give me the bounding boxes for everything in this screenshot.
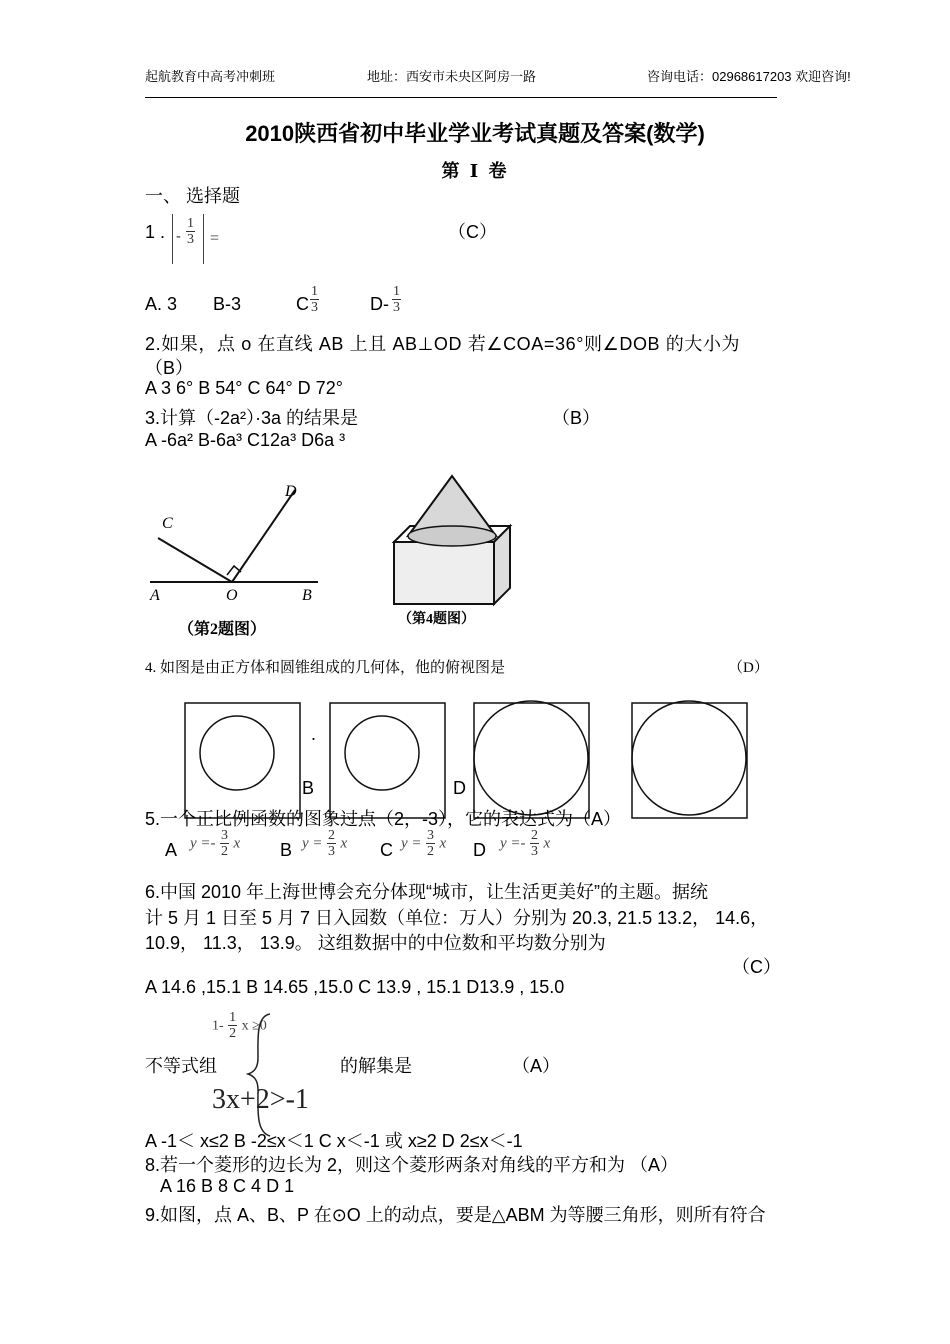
q5-option-d-label: D xyxy=(473,840,486,860)
q7-ineq1-prefix: 1- xyxy=(212,1018,224,1034)
q5-b-x: x xyxy=(340,835,348,852)
q7-ineq1-num: 1 xyxy=(229,1010,237,1025)
q5-option-b xyxy=(302,828,347,859)
q8-options: A 16 B 8 C 4 D 1 xyxy=(160,1176,295,1196)
q5-b-prefix: y = xyxy=(302,835,323,852)
q5-c-den: 2 xyxy=(426,844,434,859)
q1-fraction xyxy=(186,216,195,247)
q7-brace xyxy=(241,1010,274,1140)
q2-text: 2.如果，点 o 在直线 AB 上且 AB⊥OD 若∠COA=36°则∠DOB 的大小为 xyxy=(145,334,741,354)
q7-ineq1-den: 2 xyxy=(229,1026,237,1041)
q5-b-den: 3 xyxy=(327,844,335,859)
view-a-square xyxy=(185,703,300,818)
q7-inequality-2: 3x+2>-1 xyxy=(212,1084,309,1115)
q5-option-b-label: B xyxy=(280,840,293,860)
q1-option-d: D- xyxy=(370,294,389,314)
q4-label-b: B xyxy=(302,778,315,798)
q1-answer: （C） xyxy=(448,222,497,242)
q1-c-den: 3 xyxy=(311,300,318,315)
q4-label-d: D xyxy=(453,778,466,798)
q5-option-a-label: A xyxy=(165,840,178,860)
view-c-square xyxy=(474,703,589,818)
q6-line-3: 10.9， 11.3， 13.9。 这组数据中的中位数和平均数分别为 xyxy=(145,933,606,953)
view-d-circle xyxy=(632,701,746,815)
view-b-square xyxy=(330,703,445,818)
q5-option-a xyxy=(190,828,240,859)
q7-label: 不等式组 xyxy=(145,1056,217,1076)
header-phone: 咨询电话：02968617203 欢迎咨询! xyxy=(647,69,851,84)
view-a-circle xyxy=(200,716,274,790)
q2-options: A 3 6° B 54° C 64° D 72° xyxy=(145,378,343,398)
q1-number: 1 . xyxy=(145,222,166,242)
q7-ineq1-post: x ≥0 xyxy=(241,1018,267,1034)
q5-option-d xyxy=(500,828,550,859)
q4-views xyxy=(183,700,753,820)
q5-b-num: 2 xyxy=(327,828,335,843)
fig2-label-c: C xyxy=(162,515,173,532)
q5-c-num: 3 xyxy=(426,828,434,843)
header-divider xyxy=(145,97,777,98)
q5-option-c xyxy=(401,828,446,859)
section-heading: 一、 选择题 xyxy=(145,186,241,206)
q2-answer: （B） xyxy=(145,358,194,378)
q5-text: 5.一个正比例函数的图象过点（2，-3），它的表达式为（A） xyxy=(145,809,622,829)
view-d-square xyxy=(632,703,747,818)
fig2-label-b: B xyxy=(302,587,312,604)
q1-option-c: C xyxy=(296,294,309,314)
fig4-caption: （第4题图） xyxy=(398,612,475,627)
q1-option-d-frac xyxy=(392,284,401,315)
q6-line-1: 6.中国 2010 年上海世博会充分体现“城市，让生活更美好”的主题。据统 xyxy=(145,882,709,902)
abs-bar-left xyxy=(172,214,173,264)
view-c-circle xyxy=(474,701,588,815)
fig2-caption: （第2题图） xyxy=(178,621,267,638)
q1-frac-num: 1 xyxy=(187,216,194,231)
q3-text: 3.计算（-2a²）·3a 的结果是 xyxy=(145,408,359,428)
q7-solution-label: 的解集是 xyxy=(340,1056,412,1076)
q5-d-x: x xyxy=(543,835,551,852)
q7-options: A -1＜ x≤2 B -2≤x＜1 C x＜-1 或 x≥2 D 2≤x＜-1 xyxy=(145,1131,523,1151)
q8-text: 8.若一个菱形的边长为 2，则这个菱形两条对角线的平方和为 （A） xyxy=(145,1155,679,1175)
q1-equals: = xyxy=(210,230,220,247)
q5-a-x: x xyxy=(233,835,241,852)
q5-c-prefix: y = xyxy=(401,835,422,852)
fig2-label-a: A xyxy=(150,587,160,604)
fig2-label-o: O xyxy=(226,587,238,604)
q3-options: A -6a² B-6a³ C12a³ D6a ³ xyxy=(145,430,346,450)
q5-d-num: 2 xyxy=(530,828,538,843)
q1-frac-den: 3 xyxy=(187,232,194,247)
q5-d-prefix: y =- xyxy=(500,835,526,852)
q1-option-c-frac xyxy=(310,284,319,315)
volume-heading: 第 Ⅰ 卷 xyxy=(441,161,509,182)
q4-text: 4. 如图是由正方体和圆锥组成的几何体，他的俯视图是 xyxy=(145,660,506,676)
q1-d-den: 3 xyxy=(393,300,400,315)
header-left: 起航教育中高考冲刺班 xyxy=(145,69,276,84)
q6-answer: （C） xyxy=(732,957,781,977)
page-title: 2010陕西省初中毕业学业考试真题及答案(数学) xyxy=(245,121,705,146)
q5-a-den: 2 xyxy=(220,844,228,859)
q5-c-x: x xyxy=(439,835,447,852)
q3-answer: （B） xyxy=(552,408,601,428)
q4-dot: . xyxy=(311,724,317,744)
figure-q4 xyxy=(380,470,520,635)
q1-c-num: 1 xyxy=(311,284,318,299)
abs-bar-right xyxy=(203,214,204,264)
q1-minus: - xyxy=(176,228,181,245)
q1-option-b: B-3 xyxy=(213,294,242,314)
q4-answer: （D） xyxy=(728,660,769,676)
view-b-circle xyxy=(345,716,419,790)
q6-options: A 14.6 ,15.1 B 14.65 ,15.0 C 13.9 , 15.1 D13.9 , 15.0 xyxy=(145,977,565,997)
q6-line-2: 计 5 月 1 日至 5 月 7 日入园数（单位：万人）分别为 20.3, 21.5 13.2， 14.6， xyxy=(145,908,769,928)
header-address: 地址：西安市未央区阿房一路 xyxy=(367,69,537,84)
q5-d-den: 3 xyxy=(530,844,538,859)
q5-a-prefix: y =- xyxy=(190,835,216,852)
q1-d-num: 1 xyxy=(393,284,400,299)
fig2-label-d: D xyxy=(285,483,297,500)
figure-q2 xyxy=(140,478,340,648)
q1-option-a: A. 3 xyxy=(145,294,178,314)
q5-option-c-label: C xyxy=(380,840,393,860)
q5-a-num: 3 xyxy=(220,828,228,843)
q7-answer: （A） xyxy=(512,1056,561,1076)
q9-text: 9.如图，点 A、B、P 在⊙O 上的动点，要是△ABM 为等腰三角形，则所有符合 xyxy=(145,1205,766,1225)
